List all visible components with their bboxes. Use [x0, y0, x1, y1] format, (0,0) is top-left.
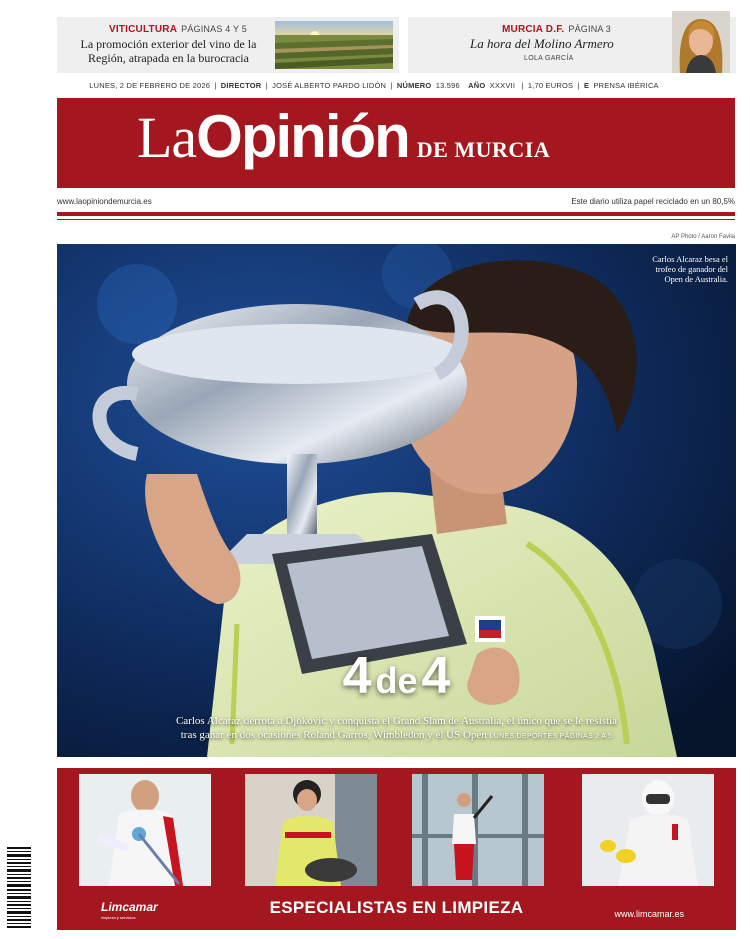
teaser-murcia-df[interactable]	[408, 17, 736, 73]
masthead[interactable]	[57, 98, 735, 188]
columnist-portrait	[672, 11, 730, 73]
hero-photo-caption: Carlos Alcaraz besa el trofeo de ganador del Open de Australia.	[652, 254, 728, 284]
teaser-viticultura[interactable]	[57, 17, 399, 73]
divider	[57, 219, 735, 220]
cleaner-mopping-photo	[79, 774, 211, 886]
limcamar-logo: Limcamar limpieza y servicios	[101, 900, 158, 920]
photo-credit: AP Photo / Aaron Favila	[671, 234, 735, 240]
divider	[57, 212, 735, 216]
barcode-icon	[5, 845, 33, 930]
teaser-headline: La hora del Molino Armero	[470, 36, 614, 51]
website-url[interactable]: www.laopiniondemurcia.es	[57, 197, 152, 206]
cleaner-machine-photo	[245, 774, 377, 886]
teaser-byline: LOLA GARCÍA	[524, 55, 574, 62]
ad-url[interactable]: www.limcamar.es	[614, 909, 684, 919]
page-reference: LUNES DEPORTES PÁGINAS 2 A 5	[489, 733, 613, 740]
vineyard-photo	[275, 21, 393, 69]
url-line	[57, 197, 735, 206]
recycled-paper-note: Este diario utiliza papel reciclado en un 80,5%	[571, 197, 735, 206]
advertisement-limcamar[interactable]	[57, 768, 736, 930]
newspaper-logo: LaOpinión DE MURCIA	[137, 103, 551, 170]
teaser-kicker: MURCIA D.F. PÁGINA 3	[502, 24, 612, 35]
hero-photo[interactable]	[57, 244, 736, 757]
hero-subhead: Carlos Alcaraz derrota a Djokovic y conquista el Grand Slam de Australia, el único que se le resistía tras ganar en dos ocasiones Roland Garros, Wimbledon y el US Open LUNES DEPORTES PÁGINAS 2 A 5	[175, 715, 618, 741]
ad-slogan: ESPECIALISTAS EN LIMPIEZA	[269, 898, 524, 917]
teaser-kicker: VITICULTURA PÁGINAS 4 Y 5	[109, 24, 247, 35]
dateline: LUNES, 2 DE FEBRERO DE 2026 | DIRECTOR | JOSÉ ALBERTO PARDO LIDÓN | NÚMERO 13.596 AÑO XXXVII | 1,70 EUROS | E PRENSA IBÉRICA	[89, 81, 659, 90]
teaser-band	[57, 17, 736, 73]
window-cleaner-photo	[412, 774, 544, 886]
hero-headline: 4 de4	[342, 647, 451, 705]
teaser-headline: La promoción exterior del vino de la Región, atrapada en la burocracia	[80, 37, 257, 65]
disinfection-worker-photo	[582, 774, 714, 886]
